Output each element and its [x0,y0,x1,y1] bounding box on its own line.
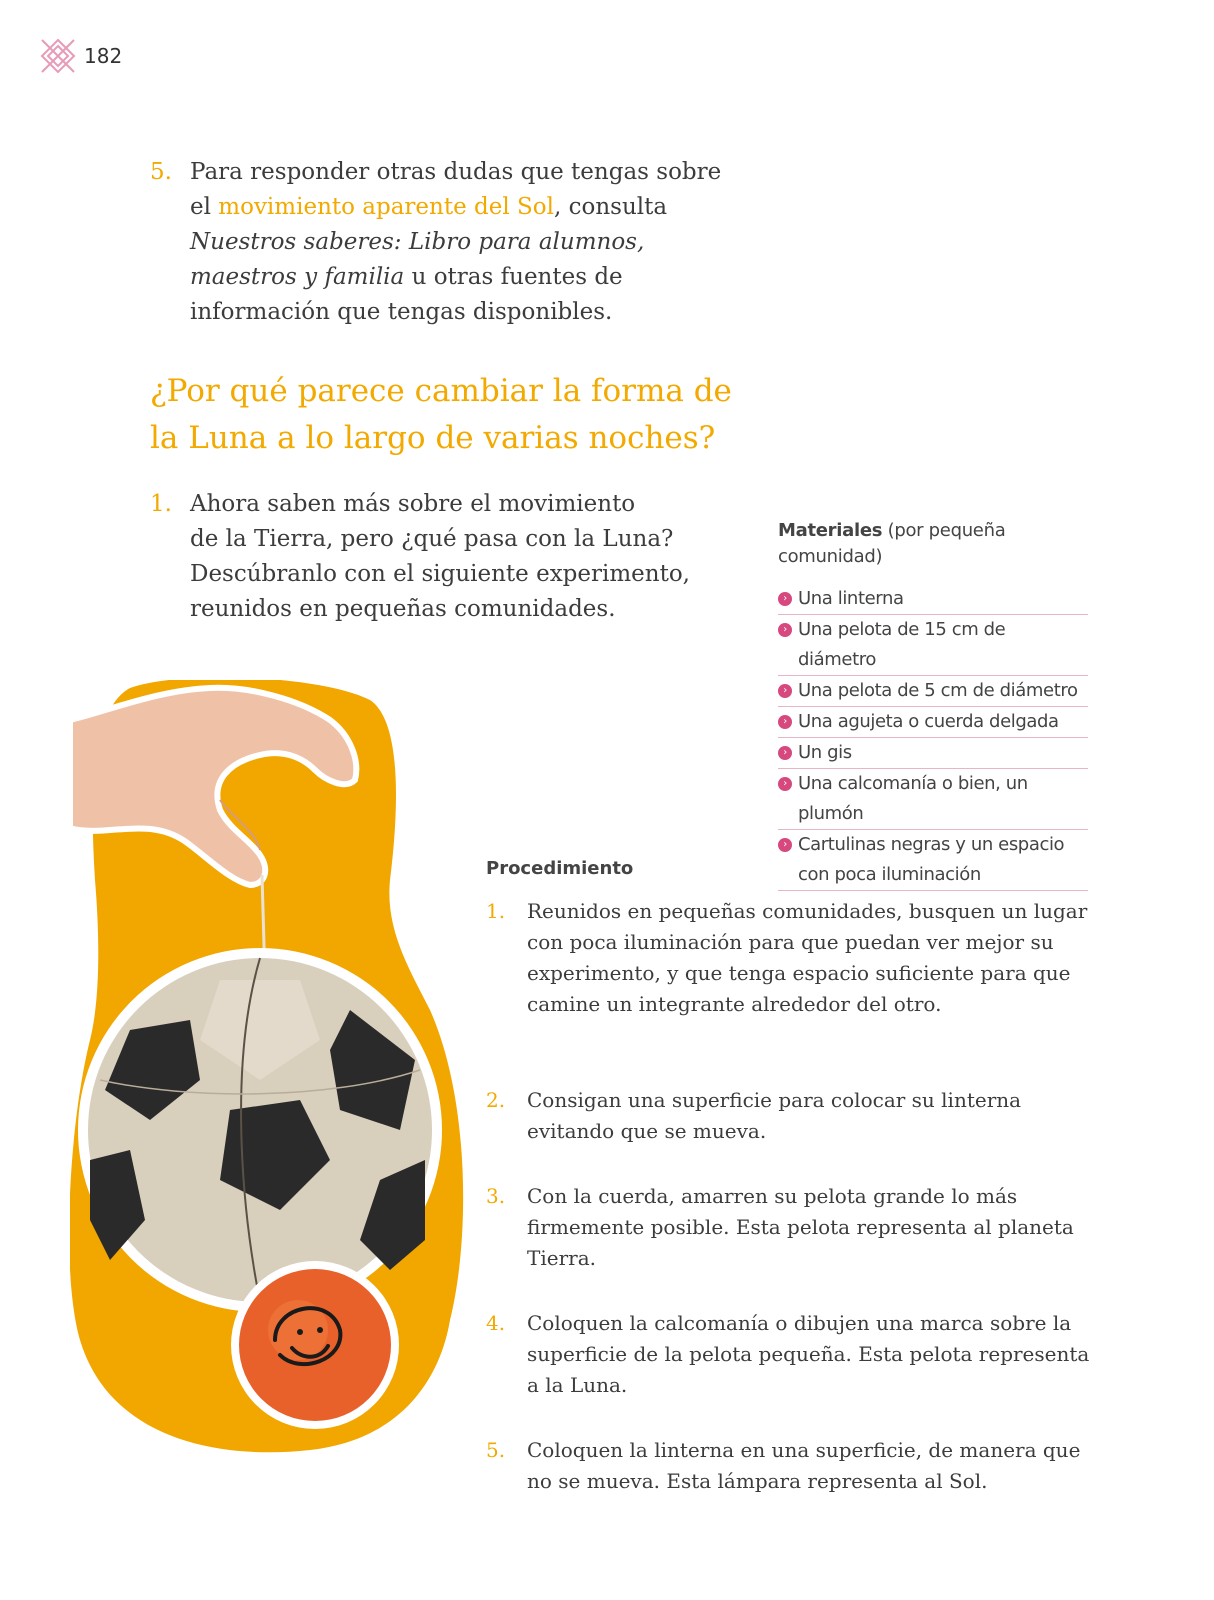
procedure-step: 1. Reunidos en pequeñas comunidades, busquen un lugar con poca iluminación para que puedan ver mejor su experimento, y que tenga espacio suficiente para que camine un integrante alrededor del otro. [486,899,1088,1016]
list-item: › Un gis [778,738,1088,769]
list-item: › Cartulinas negras y un espacio con poca iluminación [778,830,1088,891]
chevron-right-icon: › [778,623,792,637]
chevron-right-icon: › [778,746,792,760]
list-item: › Una pelota de 5 cm de diámetro [778,676,1088,707]
highlight-term: movimiento aparente del Sol [218,194,554,220]
chevron-right-icon: › [778,592,792,606]
small-ball-image [231,1261,399,1429]
item-5-paragraph: 5. Para responder otras dudas que tengas sobre el movimiento aparente del Sol, consulta Nuestros saberes: Libro para alumnos, maestros y familia u otras fuentes de información que tengas disponibles. [150,155,770,330]
item-number: 5. [150,159,172,185]
procedure-step: 5. Coloquen la linterna en una superficie, de manera que no se mueva. Esta lámpara representa al Sol. [486,1438,1081,1493]
procedure-step: 3. Con la cuerda, amarren su pelota grande lo más firmemente posible. Esta pelota representa al planeta Tierra. [486,1184,1074,1270]
procedure-step: 4. Coloquen la calcomanía o dibujen una marca sobre la superficie de la pelota pequeña. Esta pelota representa a la Luna. [486,1311,1090,1397]
chevron-right-icon: › [778,777,792,791]
star-ornament-icon [40,38,76,74]
page-number-area [40,38,122,74]
materials-title: Materiales (por pequeña comunidad) [778,520,1006,567]
chevron-right-icon: › [778,684,792,698]
book-title: Nuestros saberes: Libro para alumnos, [190,229,645,255]
chevron-right-icon: › [778,838,792,852]
list-item: › Una linterna [778,584,1088,615]
section-heading: ¿Por qué parece cambiar la forma de la Luna a lo largo de varias noches? [150,373,732,456]
list-item: › Una pelota de 15 cm de diámetro [778,615,1088,676]
materials-box [778,518,1088,891]
procedure-step: 2. Consigan una superficie para colocar su linterna evitando que se mueva. [486,1088,1022,1143]
page-number: 182 [84,44,123,68]
soccer-ball-image [78,948,442,1312]
procedure-title: Procedimiento [486,858,634,879]
list-item: › Una agujeta o cuerda delgada [778,707,1088,738]
ball-illustration [70,680,480,1460]
chevron-right-icon: › [778,715,792,729]
list-item: › Una calcomanía o bien, un plumón [778,769,1088,830]
item-1-paragraph: 1. Ahora saben más sobre el movimiento de la Tierra, pero ¿qué pasa con la Luna? Descúbranlo con el siguiente experimento, reunidos en pequeñas comunidades. [150,487,750,627]
item-number: 1. [150,491,172,517]
materials-list [778,584,1088,891]
